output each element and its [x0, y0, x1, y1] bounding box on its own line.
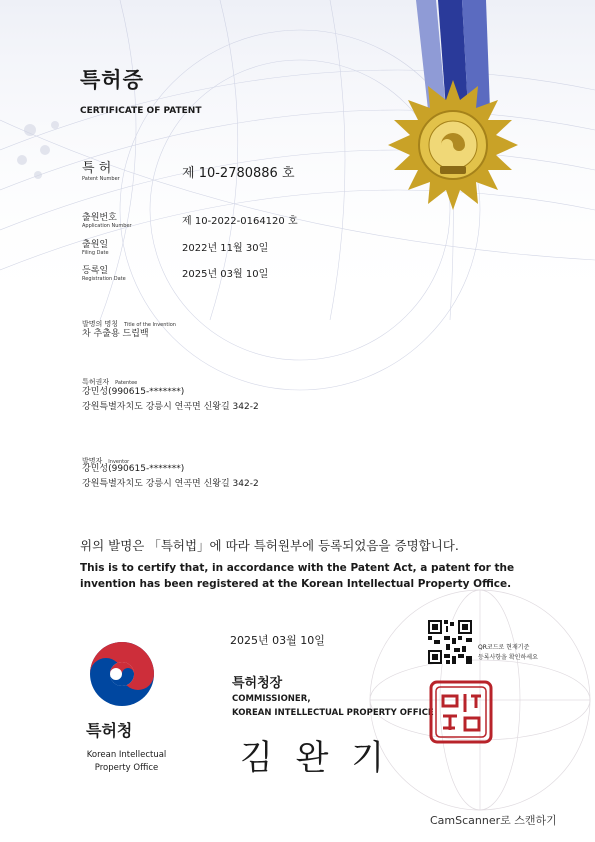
- application-number-label: 출원번호 Application Number: [82, 213, 132, 229]
- certificate-title-ko: 특허증: [80, 68, 144, 92]
- patentee-label: 특허권자 Patentee: [82, 378, 138, 386]
- kipo-name-en-line2: Property Office: [94, 763, 159, 773]
- official-stamp-icon: [429, 680, 493, 744]
- registration-date-label: 등록일 Registration Date: [82, 266, 126, 282]
- commissioner-title-en-line2: KOREAN INTELLECTUAL PROPERTY OFFICE: [232, 708, 434, 718]
- inventor-label: 발명자 Inventor: [82, 457, 130, 465]
- inventor-name: 강민성(990615-*******): [82, 464, 185, 474]
- invention-label: 발명의 명칭 Title of the Invention: [82, 320, 176, 328]
- invention-title-value: 차 추출용 드립백: [82, 329, 149, 339]
- certification-en-line1: This is to certify that, in accordance with the Patent Act, a patent for the: [80, 562, 515, 574]
- patent-number-label: 특 허 Patent Number: [82, 161, 120, 182]
- registration-date-value: 2025년 03월 10일: [182, 269, 269, 280]
- qr-code-icon: [428, 620, 472, 664]
- application-number-value: 제 10-2022-0164120 호: [182, 216, 298, 227]
- patentee-name: 강민성(990615-*******): [82, 387, 185, 397]
- gold-seal-icon: [388, 80, 518, 210]
- commissioner-title-ko: 특허청장: [232, 676, 283, 691]
- patentee-address: 강원특별자치도 강릉시 연곡면 신왕길 342-2: [82, 402, 259, 412]
- patent-number-value: 제 10-2780886 호: [182, 166, 295, 181]
- inventor-address: 강원특별자치도 강릉시 연곡면 신왕길 342-2: [82, 479, 259, 489]
- filing-date-value: 2022년 11월 30일: [182, 243, 269, 254]
- filing-date-label: 출원일 Filing Date: [82, 240, 109, 256]
- scanner-watermark: CamScanner로 스캔하기: [430, 814, 557, 827]
- certification-en-line2: invention has been registered at the Korean Intellectual Property Office.: [80, 578, 512, 590]
- signature: 김 완 기: [240, 738, 391, 778]
- certification-ko: 위의 발명은 「특허법」에 따라 특허원부에 등록되었음을 증명합니다.: [80, 538, 459, 553]
- certificate-title-en: CERTIFICATE OF PATENT: [80, 106, 202, 116]
- issue-date: 2025년 03월 10일: [230, 634, 325, 647]
- qr-instruction: QR코드로 현재기준 등록사항을 확인하세요: [478, 644, 538, 661]
- kipo-logo-icon: [88, 640, 156, 708]
- kipo-name-en-line1: Korean Intellectual: [86, 750, 167, 760]
- commissioner-title-en-line1: COMMISSIONER,: [232, 694, 311, 704]
- kipo-name-ko: 특허청: [86, 721, 133, 740]
